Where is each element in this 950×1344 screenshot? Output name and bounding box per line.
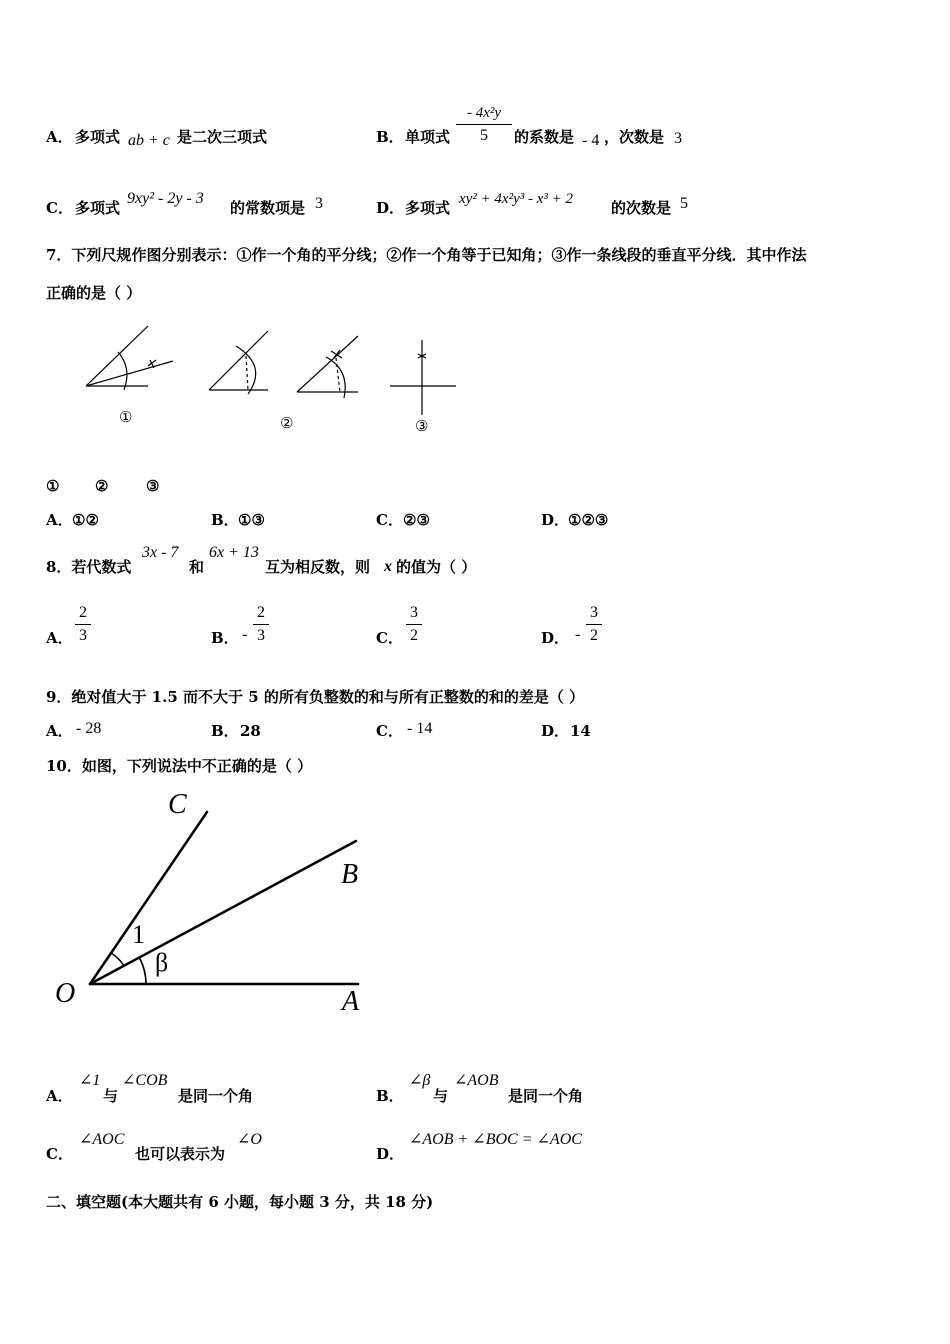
- math-expr: ∠AOC: [79, 1131, 125, 1148]
- option-label: D．: [376, 199, 405, 217]
- option-label: C．: [376, 722, 403, 740]
- point-a-label: A: [342, 986, 360, 1017]
- angle-1-label: 1: [132, 920, 145, 949]
- option-label: A．: [46, 128, 73, 146]
- option-label: B．: [211, 629, 239, 647]
- option-label: A．: [46, 722, 73, 740]
- option-text: - 14: [407, 720, 433, 737]
- math-expr: ∠1: [79, 1072, 101, 1089]
- option-label: A．: [46, 629, 73, 647]
- ray-oc: [90, 812, 207, 984]
- answer-item: ①: [46, 477, 60, 495]
- option-label: C．: [376, 511, 403, 529]
- answer-item: ②: [95, 477, 109, 495]
- angle-beta-label: β: [155, 948, 169, 977]
- arc-1: [111, 953, 124, 966]
- option-text: 是二次三项式: [177, 128, 268, 146]
- option-text: 28: [240, 722, 261, 740]
- math-expr: 3: [674, 130, 682, 147]
- numerator: 3: [590, 604, 598, 621]
- numerator: 2: [257, 604, 265, 621]
- fig-label-3: ③: [415, 419, 429, 435]
- numerator: 2: [79, 604, 87, 621]
- answer-item: ③: [146, 477, 160, 495]
- option-text: ①③: [238, 511, 265, 529]
- section-title: 二、填空题(本大题共有 6 小题，每小题 3 分，共 18 分): [46, 1193, 434, 1211]
- math-expr: ∠β: [409, 1072, 431, 1089]
- option-text: 多项式: [405, 199, 451, 217]
- option-text: 的常数项是: [230, 199, 306, 217]
- option-text: ①②: [72, 511, 99, 529]
- math-expr: 3: [315, 195, 323, 212]
- stem-text: 互为相反数，则: [265, 558, 371, 576]
- math-expr: ∠O: [237, 1131, 262, 1148]
- option-label: B．: [211, 722, 239, 740]
- option-text: 多项式: [75, 199, 121, 217]
- option-label: D．: [541, 511, 570, 529]
- option-text: - 28: [76, 720, 102, 737]
- math-expr: 6x + 13: [209, 544, 259, 561]
- option-label: B．: [376, 128, 404, 146]
- stem-text: 8．若代数式: [46, 558, 132, 576]
- option-label: B．: [376, 1087, 404, 1105]
- option-text: 与: [433, 1087, 449, 1105]
- option-label: B．: [211, 511, 239, 529]
- math-expr: 9xy² - 2y - 3: [127, 190, 204, 207]
- math-expr: 5: [680, 195, 688, 212]
- option-text: 的系数是: [514, 128, 575, 146]
- math-expr: xy² + 4x²y³ - x³ + 2: [459, 191, 574, 207]
- point-c-label: C: [168, 789, 187, 820]
- option-label: C．: [376, 629, 403, 647]
- ray-ob: [90, 841, 359, 984]
- denominator: 3: [79, 627, 87, 644]
- fig-label-2: ②: [280, 416, 294, 432]
- q7-stem-line1: 7．下列尺规作图分别表示：①作一个角的平分线；②作一个角等于已知角；③作一条线段的垂直平分线．其中作法: [46, 246, 807, 264]
- option-label: C．: [46, 199, 73, 217]
- option-text: ①②③: [568, 511, 609, 529]
- option-text: 的次数是: [611, 199, 672, 217]
- option-text: 是同一个角: [178, 1087, 254, 1105]
- option-label: C．: [46, 1145, 73, 1163]
- option-text: ，次数是: [604, 128, 665, 146]
- q9-stem: 9．绝对值大于 1.5 而不大于 5 的所有负整数的和与所有正整数的和的差是（ ）: [46, 688, 585, 706]
- denominator: 5: [480, 127, 488, 144]
- sign: -: [575, 626, 581, 643]
- option-text: 与: [103, 1087, 119, 1105]
- variable: x: [384, 558, 392, 575]
- q10-stem: 10．如图，下列说法中不正确的是（ ）: [46, 757, 313, 775]
- denominator: 2: [590, 627, 598, 644]
- math-expr: ∠AOB: [454, 1072, 499, 1089]
- numerator: - 4x²y: [466, 105, 502, 121]
- denominator: 3: [257, 627, 265, 644]
- q7-stem-line2: 正确的是（ ）: [46, 284, 142, 302]
- option-text: ②③: [403, 511, 430, 529]
- math-expr: - 4: [582, 132, 600, 149]
- option-text: 是同一个角: [508, 1087, 584, 1105]
- option-label: A．: [46, 511, 73, 529]
- arc-beta: [139, 957, 146, 984]
- stem-text: 的值为（ ）: [396, 558, 477, 576]
- point-b-label: B: [341, 859, 359, 890]
- option-label: A．: [46, 1087, 73, 1105]
- math-expr: ∠COB: [122, 1072, 168, 1089]
- math-expr: 3x - 7: [142, 544, 179, 561]
- option-label: D．: [541, 629, 570, 647]
- point-o-label: O: [55, 978, 76, 1009]
- option-label: D．: [376, 1145, 405, 1163]
- sign: -: [242, 626, 248, 643]
- option-text: 单项式: [405, 128, 451, 146]
- math-expr: ab + c: [128, 132, 170, 149]
- numerator: 3: [410, 604, 418, 621]
- fig-label-1: ①: [119, 410, 133, 426]
- option-text: 多项式: [75, 128, 121, 146]
- denominator: 2: [410, 627, 418, 644]
- option-text: 也可以表示为: [135, 1145, 226, 1163]
- option-text: 14: [570, 722, 591, 740]
- stem-text: 和: [189, 558, 205, 576]
- math-expr: ∠AOB + ∠BOC = ∠AOC: [409, 1131, 582, 1148]
- option-label: D．: [541, 722, 570, 740]
